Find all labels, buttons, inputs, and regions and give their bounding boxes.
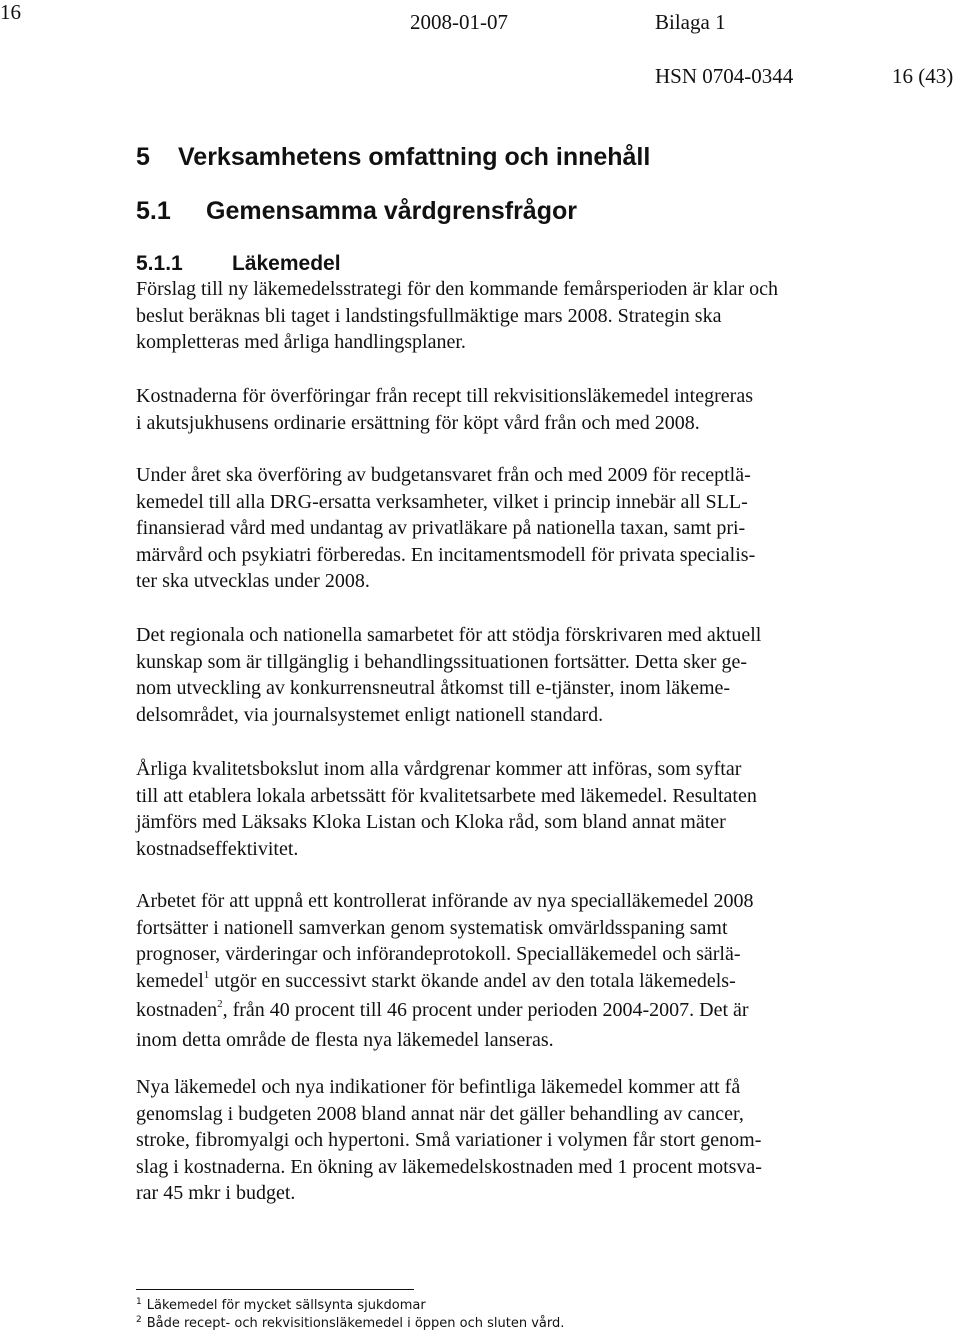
body-paragraph — [136, 462, 755, 595]
heading-title: Verksamhetens omfattning och innehåll — [178, 143, 651, 171]
header-date: 2008-01-07 — [410, 10, 508, 34]
paragraph-line: Årliga kvalitetsbokslut inom alla vårdgrenar kommer att införas, som syftar — [136, 758, 742, 780]
body-paragraph — [136, 1074, 762, 1207]
paragraph-line: märvård och psykiatri förberedas. En incitamentsmodell för privata specialis- — [136, 543, 756, 566]
paragraph-line: nom utveckling av konkurrensneutral åtkomst till e-tjänster, inom läkeme- — [136, 677, 731, 699]
paragraph-line: genomslag i budgeten 2008 bland annat när det gäller behandling av cancer, — [136, 1102, 744, 1125]
paragraph-line: inom detta område de flesta nya läkemedel lanseras. — [136, 1028, 554, 1051]
paragraph-line: Under året ska överföring av budgetansvaret från och med 2009 för receptlä- — [136, 464, 751, 486]
paragraph-line: kemedel till alla DRG-ersatta verksamheter, vilket i princip innebär all SLL- — [136, 490, 748, 513]
header-page-of: 16 (43) — [892, 64, 954, 88]
paragraph-line: Kostnaderna för överföringar från recept till rekvisitionsläkemedel integreras — [136, 385, 753, 407]
line-text: kemedel — [136, 969, 204, 992]
paragraph-line: Arbetet för att uppnå ett kontrollerat införande av nya specialläkemedel 2008 — [136, 890, 754, 912]
line-text: , från 40 procent till 46 procent under perioden 2004-2007. Det är — [222, 999, 749, 1021]
body-paragraph — [136, 383, 753, 436]
footnote-reference-2[interactable]: 2 — [217, 998, 223, 1010]
body-paragraph — [136, 276, 778, 356]
heading-number: 5.1.1 — [136, 252, 183, 275]
footnote-text: Både recept- och rekvisitionsläkemedel i öppen och sluten vård. — [146, 1316, 565, 1331]
paragraph-line: stroke, fibromyalgi och hypertoni. Små variationer i volymen får stort genom- — [136, 1129, 762, 1151]
paragraph-line: finansierad vård med undantag av privatläkare på nationella taxan, samt pri- — [136, 517, 746, 539]
header-document-id: HSN 0704-0344 — [655, 64, 794, 88]
line-text: utgör en successivt starkt ökande andel av den totala läkemedels- — [209, 969, 736, 992]
paragraph-line — [136, 997, 754, 1027]
heading-level-2 — [136, 196, 577, 226]
paragraph-line: ter ska utvecklas under 2008. — [136, 570, 370, 592]
paragraph-line: prognoser, värderingar och införandeprotokoll. Specialläkemedel och särlä- — [136, 943, 741, 965]
body-paragraph — [136, 888, 754, 1053]
footnote-mark: 2 — [136, 1315, 142, 1325]
footnote-2 — [136, 1316, 564, 1333]
paragraph-line: Förslag till ny läkemedelsstrategi för den kommande femårsperioden är klar och — [136, 278, 779, 300]
footnote-text: Läkemedel för mycket sällsynta sjukdomar — [146, 1298, 426, 1313]
heading-title: Läkemedel — [232, 252, 341, 275]
paragraph-line: fortsätter i nationell samverkan genom systematisk omvärldsspaning samt — [136, 916, 728, 939]
footnote-separator — [136, 1289, 414, 1290]
header-appendix: Bilaga 1 — [655, 10, 726, 34]
footnote-mark: 1 — [136, 1297, 142, 1307]
paragraph-line: kompletteras med årliga handlingsplaner. — [136, 331, 466, 353]
paragraph-line — [136, 968, 754, 998]
body-paragraph — [136, 756, 757, 862]
paragraph-line: i akutsjukhusens ordinarie ersättning för köpt vård från och med 2008. — [136, 411, 700, 434]
paragraph-line: till att etablera lokala arbetssätt för kvalitetsarbete med läkemedel. Resultaten — [136, 784, 757, 807]
body-paragraph — [136, 622, 761, 728]
heading-title: Gemensamma vårdgrensfrågor — [206, 197, 577, 225]
paragraph-line: slag i kostnaderna. En ökning av läkemedelskostnaden med 1 procent motsva- — [136, 1155, 762, 1178]
paragraph-line: kostnadseffektivitet. — [136, 837, 299, 860]
paragraph-line: Nya läkemedel och nya indikationer för befintliga läkemedel kommer att få — [136, 1076, 741, 1098]
page-corner-number: 16 — [0, 0, 21, 24]
footnote-1 — [136, 1298, 426, 1315]
paragraph-line: jämförs med Läksaks Kloka Listan och Kloka råd, som bland annat mäter — [136, 811, 726, 833]
heading-number: 5 — [136, 143, 150, 171]
heading-number: 5.1 — [136, 197, 171, 225]
paragraph-line: rar 45 mkr i budget. — [136, 1182, 296, 1204]
line-text: kostnaden — [136, 999, 218, 1021]
heading-level-1 — [136, 142, 650, 172]
paragraph-line: kunskap som är tillgänglig i behandlingssituationen fortsätter. Detta sker ge- — [136, 650, 747, 673]
footnote-reference-1[interactable]: 1 — [203, 968, 210, 981]
paragraph-line: delsområdet, via journalsystemet enligt nationell standard. — [136, 703, 604, 726]
paragraph-line: beslut beräknas bli taget i landstingsfullmäktige mars 2008. Strategin ska — [136, 304, 722, 327]
heading-level-3 — [136, 251, 341, 277]
paragraph-line: Det regionala och nationella samarbetet för att stödja förskrivaren med aktuell — [136, 624, 762, 646]
